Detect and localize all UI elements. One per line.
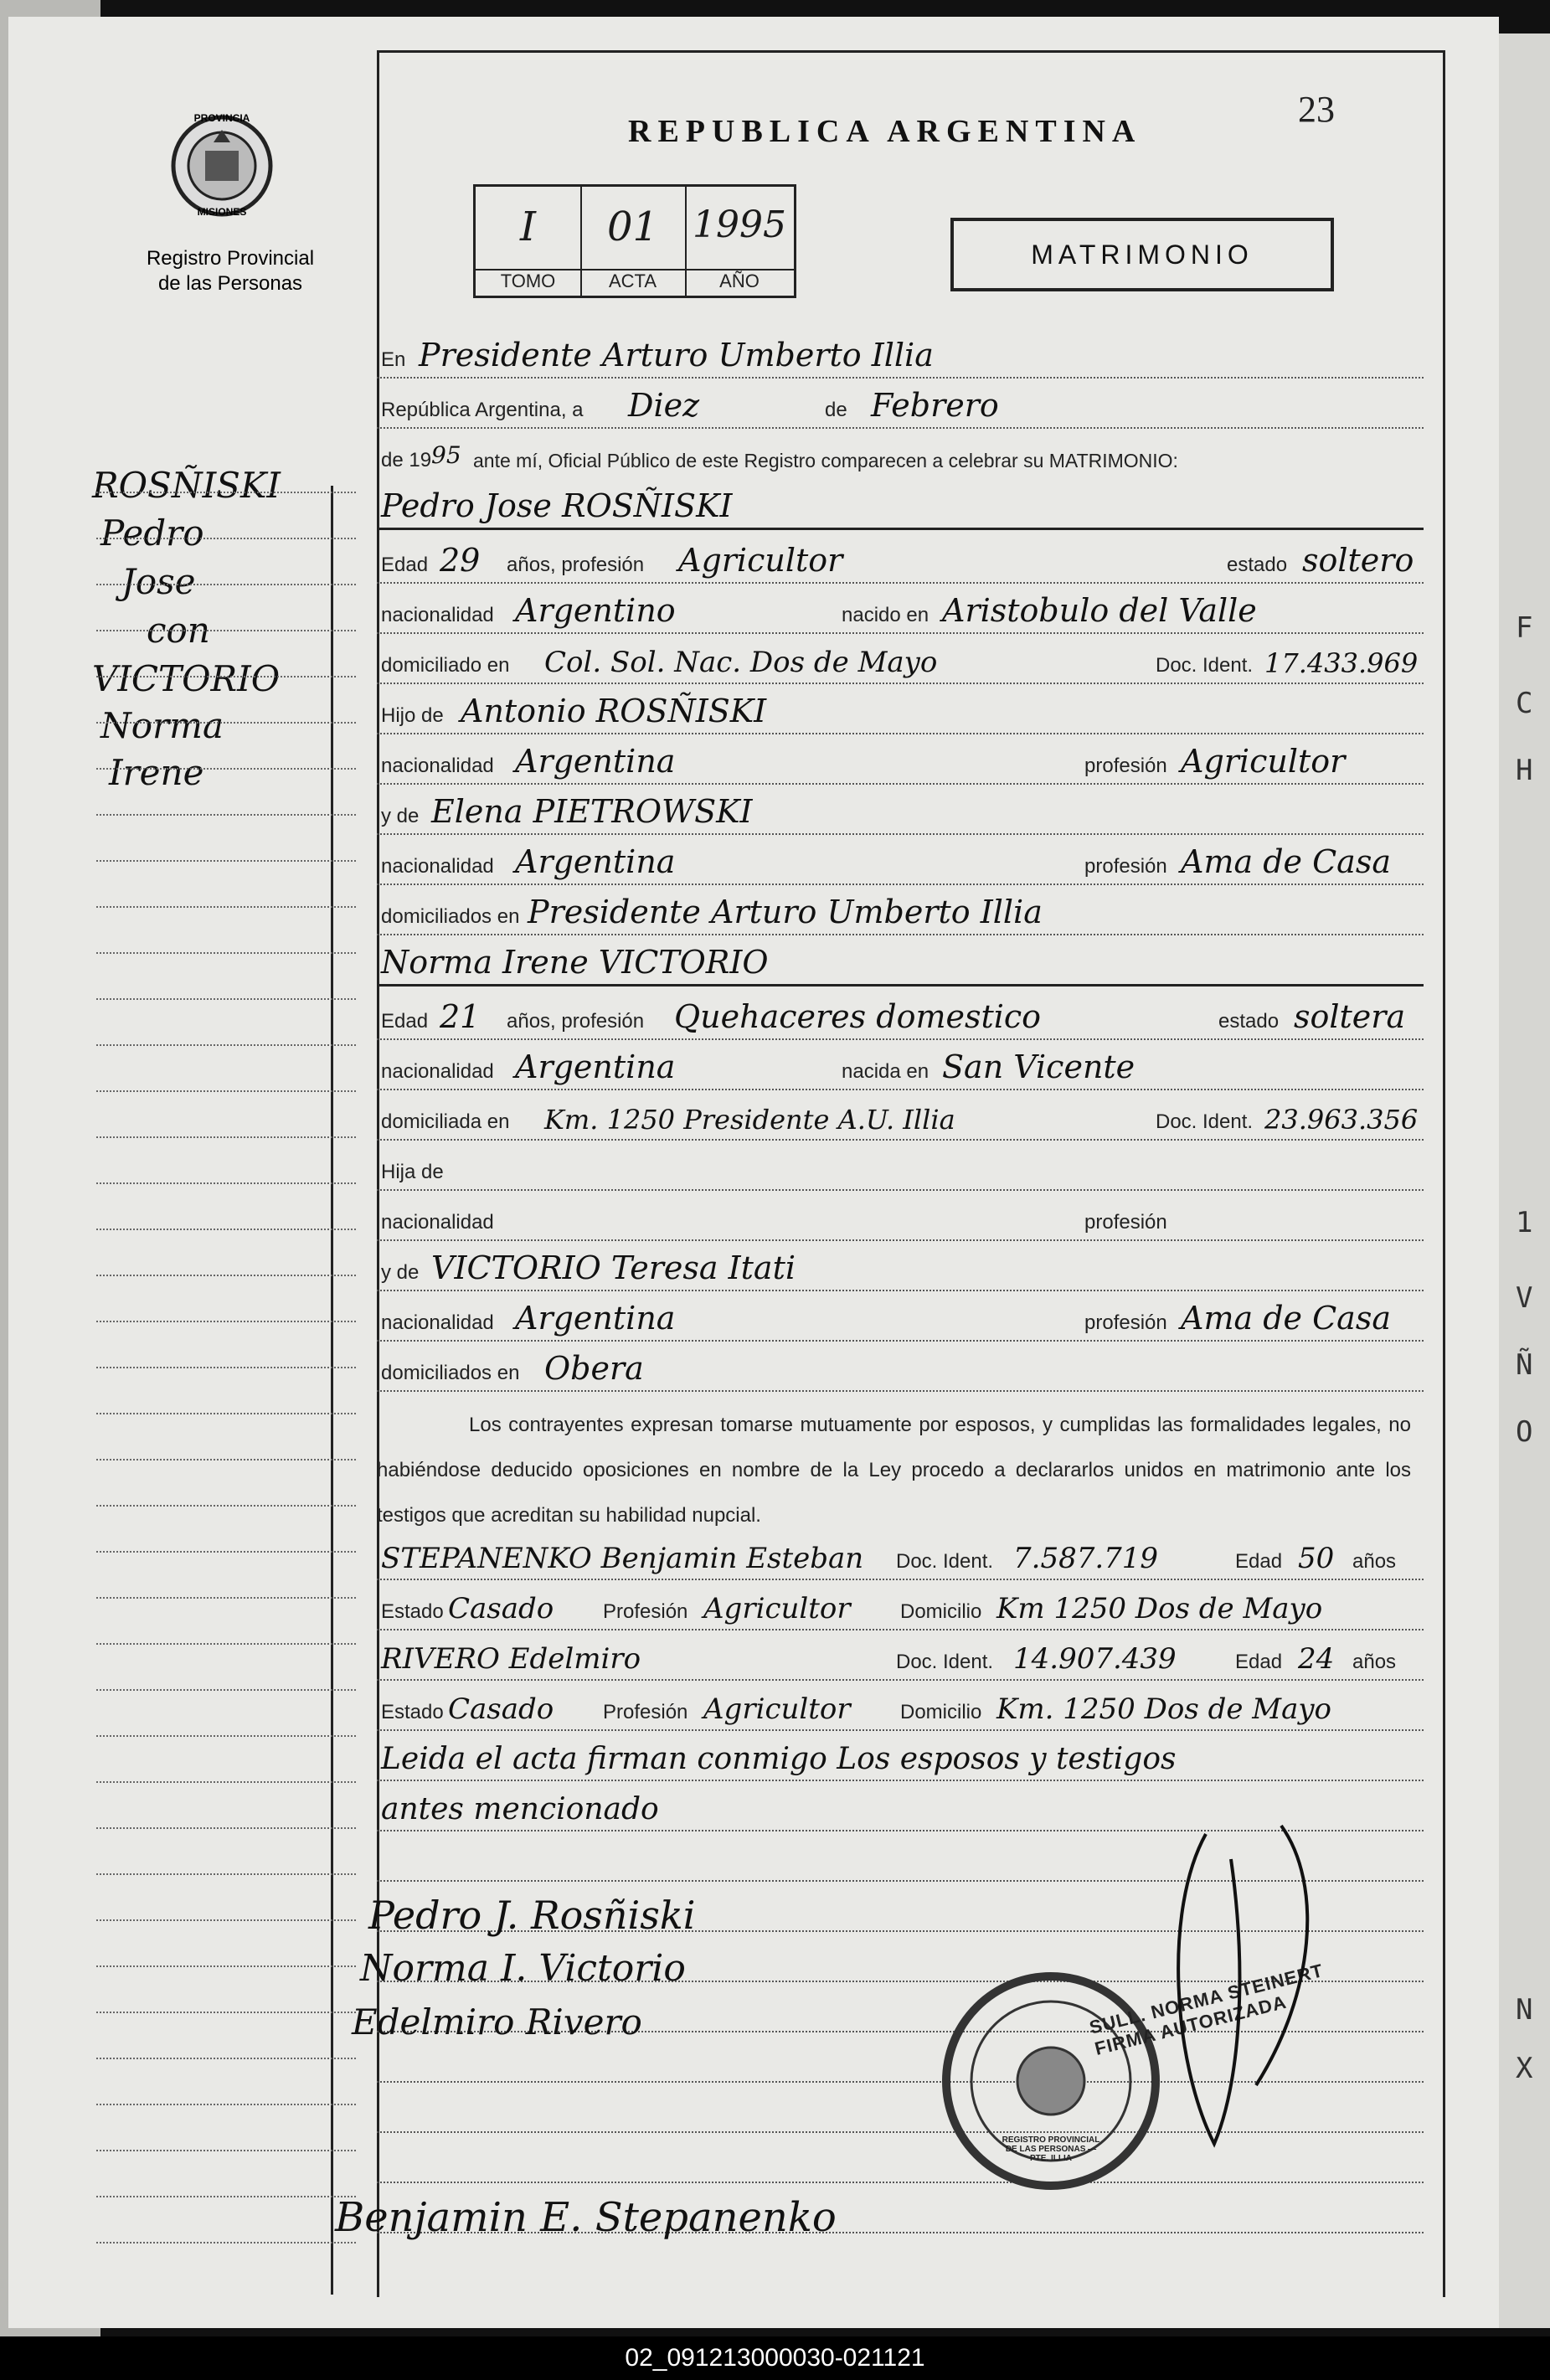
official-stamp: SULL. NORMA STEINERT FIRMA AUTORIZADA <box>1087 1960 1326 2059</box>
row-witness2-b: Estado Casado Profesión Agricultor Domicilio Km. 1250 Dos de Mayo <box>377 1679 1424 1731</box>
margin-ruled-line <box>96 904 356 908</box>
margin-ruled-line <box>96 536 356 539</box>
bride-birthplace: San Vicente <box>942 1048 1135 1085</box>
margin-ruled-line <box>96 720 356 724</box>
country-title: REPUBLICA ARGENTINA <box>628 114 1142 149</box>
margin-ruled-line <box>96 1964 356 1967</box>
groom-mother-nationality: Argentina <box>515 843 676 880</box>
margin-ruled-line <box>96 2194 356 2197</box>
margin-name: Irene <box>109 752 204 793</box>
row-groom-name <box>377 477 1424 530</box>
bride-age: 21 <box>440 998 481 1035</box>
year-value: 95 <box>431 441 461 469</box>
row-groom-mother <box>377 783 1424 835</box>
margin-name: Pedro <box>100 513 204 554</box>
margin-name: ROSÑISKI <box>92 465 281 506</box>
row-date <box>377 377 1424 429</box>
witness2-name: RIVERO Edelmiro <box>381 1642 641 1676</box>
seal-bottom-text: MISIONES <box>197 206 247 218</box>
margin-ruled-line <box>96 674 356 677</box>
margin-ruled-line <box>96 582 356 585</box>
margin-ruled-line <box>96 1457 356 1460</box>
margin-name: Norma <box>100 705 224 746</box>
row-groom-father-nat: nacionalidad Argentina profesión Agricultor <box>377 733 1424 785</box>
margin-ruled-line <box>96 1780 356 1783</box>
row-groom-address <box>377 632 1424 684</box>
margin-ruled-line <box>96 858 356 862</box>
margin-ruled-line <box>96 1918 356 1921</box>
edge-char: C <box>1516 687 1533 720</box>
row-year <box>377 427 1424 477</box>
groom-father-profession: Agricultor <box>1181 743 1346 780</box>
row-bride-age: Edad 21 años, profesión Quehaceres domestico estado soltera <box>377 988 1424 1040</box>
closing-line1: Leida el acta firman conmigo Los esposos y testigos <box>381 1742 1177 1776</box>
witness2-profession: Agricultor <box>703 1692 851 1726</box>
groom-nationality: Argentino <box>515 592 676 629</box>
row-bride-father-nat: nacionalidad profesión <box>377 1189 1424 1241</box>
edge-char: N <box>1516 1993 1533 2027</box>
witness1-name: STEPANENKO Benjamin Esteban <box>381 1542 864 1575</box>
ano-value: 1995 <box>693 203 786 246</box>
margin-ruled-line <box>96 997 356 1000</box>
row-place <box>377 327 1424 379</box>
edge-char: O <box>1516 1415 1533 1449</box>
label-hijo: Hijo de <box>381 704 444 727</box>
groom-birthplace: Aristobulo del Valle <box>942 592 1257 629</box>
margin-ruled-line <box>96 1733 356 1737</box>
signature-ruled-line <box>377 2182 1424 2183</box>
label-nacionalidad: nacionalidad <box>381 604 494 626</box>
margin-ruled-line <box>96 1089 356 1092</box>
tomo-acta-box <box>473 184 796 298</box>
label-w1-estado: Estado <box>381 1600 444 1623</box>
signature-witness1: Benjamin E. Stepanenko <box>335 2194 837 2241</box>
edge-char: X <box>1516 2052 1533 2085</box>
ano-label: AÑO <box>685 269 794 292</box>
label-w1-anios: años <box>1352 1550 1397 1573</box>
label-w1-edad: Edad <box>1235 1550 1283 1573</box>
groom-mother: Elena PIETROWSKI <box>431 793 753 830</box>
margin-ruled-line <box>96 2010 356 2013</box>
groom-profession: Agricultor <box>678 542 843 579</box>
margin-ruled-line <box>96 2240 356 2243</box>
row-groom-parents-address <box>377 883 1424 935</box>
registry-name-line2: de las Personas <box>157 272 303 295</box>
label-w1-prof: Profesión <box>603 1600 688 1623</box>
margin-name: VICTORIO <box>92 658 281 699</box>
label-domiciliada: domiciliada en <box>381 1110 510 1133</box>
row-groom-age: Edad 29 años, profesión Agricultor estado soltero <box>377 532 1424 584</box>
page-number: 23 <box>1298 89 1335 130</box>
margin-ruled-line <box>96 1319 356 1322</box>
bride-doc: 23.963.356 <box>1264 1104 1419 1136</box>
bride-mother-profession: Ama de Casa <box>1181 1300 1391 1337</box>
seal-top-text: PROVINCIA <box>193 112 250 124</box>
label-de: de <box>825 399 847 421</box>
edge-char: F <box>1516 611 1533 645</box>
label-estado: estado <box>1227 554 1288 576</box>
place-value: Presidente Arturo Umberto Illia <box>419 337 934 373</box>
margin-name: Jose <box>121 561 196 602</box>
margin-ruled-line <box>96 2056 356 2059</box>
bride-address: Km. 1250 Presidente A.U. Illia <box>544 1104 955 1136</box>
witness2-status: Casado <box>448 1692 554 1726</box>
month-value: Febrero <box>871 387 999 424</box>
margin-ruled-line <box>96 490 356 493</box>
row-groom-nationality <box>377 582 1424 634</box>
label-profesion: profesión <box>1084 755 1167 777</box>
groom-status: soltero <box>1302 542 1414 579</box>
margin-ruled-line <box>96 1365 356 1368</box>
signature-groom: Pedro J. Rosñiski <box>368 1893 696 1938</box>
row-bride-name <box>377 934 1424 987</box>
margin-name: con <box>147 610 210 651</box>
margin-ruled-line <box>96 1273 356 1276</box>
margin-ruled-line <box>96 1549 356 1553</box>
witness1-age: 50 <box>1298 1542 1335 1575</box>
closing-line2: antes mencionado <box>381 1792 659 1826</box>
groom-name: Pedro Jose ROSÑISKI <box>381 487 733 524</box>
round-seal <box>938 1968 1164 2194</box>
margin-divider <box>331 486 333 2295</box>
bride-mother: VICTORIO Teresa Itati <box>431 1249 796 1286</box>
bride-nationality: Argentina <box>515 1048 676 1085</box>
witness2-doc: 14.907.439 <box>1013 1642 1177 1676</box>
row-witness1 <box>377 1528 1424 1580</box>
round-seal-text: REGISTRO PROVINCIAL DE LAS PERSONAS — PTE. ILLIA <box>1002 2135 1100 2163</box>
margin-ruled-line <box>96 812 356 816</box>
label-anios: años, profesión <box>507 554 645 576</box>
next-page-edge <box>1499 33 1550 2328</box>
witness1-status: Casado <box>448 1592 554 1625</box>
province-seal <box>167 109 276 226</box>
witness2-address: Km. 1250 Dos de Mayo <box>996 1692 1332 1726</box>
groom-age: 29 <box>440 542 481 579</box>
margin-ruled-line <box>96 1503 356 1507</box>
row-closing-1 <box>377 1729 1424 1781</box>
label-nacida: nacida en <box>842 1060 929 1083</box>
margin-ruled-line <box>96 1826 356 1829</box>
witness1-address: Km 1250 Dos de Mayo <box>996 1592 1323 1625</box>
bride-status: soltera <box>1294 998 1406 1035</box>
edge-char: 1 <box>1516 1206 1533 1239</box>
declaration-text: Los contrayentes expresan tomarse mutuamente por esposos, y cumplidas las formalidades legales, no habiéndose deducido oposiciones en nombre de la Ley procedo a declararlos unidos en matrimonio ante los testigos que acreditan su habilidad nupcial. <box>377 1414 1411 1527</box>
bride-profession: Quehaceres domestico <box>674 998 1042 1035</box>
label-year-prefix: de 19 <box>381 449 432 471</box>
label-yde: y de <box>381 805 420 827</box>
groom-father: Antonio ROSÑISKI <box>461 693 767 729</box>
margin-ruled-line <box>96 2102 356 2105</box>
margin-ruled-line <box>96 628 356 631</box>
label-domiciliado: domiciliado en <box>381 654 510 677</box>
margin-ruled-line <box>96 1411 356 1414</box>
edge-char: V <box>1516 1281 1533 1315</box>
label-doc: Doc. Ident. <box>1156 654 1254 677</box>
register-page <box>8 17 1499 2328</box>
groom-address: Col. Sol. Nac. Dos de Mayo <box>544 646 938 679</box>
label-domiciliados: domiciliados en <box>381 905 520 928</box>
row-bride-nationality: nacionalidad Argentina nacida en San Vicente <box>377 1038 1424 1090</box>
row-bride-address: domiciliada en Km. 1250 Presidente A.U. Illia Doc. Ident. 23.963.356 <box>377 1089 1424 1141</box>
official-signature-scribble <box>1156 1809 1357 2161</box>
margin-ruled-line <box>96 2148 356 2151</box>
label-w1-dom: Domicilio <box>900 1600 982 1623</box>
row-witness1-b <box>377 1579 1424 1630</box>
row-groom-father <box>377 683 1424 734</box>
row-groom-mother-nat: nacionalidad Argentina profesión Ama de Casa <box>377 833 1424 885</box>
row-witness2: RIVERO Edelmiro Doc. Ident. 14.907.439 Edad 24 años <box>377 1629 1424 1681</box>
bride-mother-nationality: Argentina <box>515 1300 676 1337</box>
row-bride-father <box>377 1139 1424 1191</box>
margin-ruled-line <box>96 1227 356 1230</box>
label-nacido: nacido en <box>842 604 929 626</box>
margin-ruled-line <box>96 766 356 770</box>
margin-ruled-line <box>96 1872 356 1875</box>
margin-ruled-line <box>96 1181 356 1184</box>
tomo-label: TOMO <box>476 269 580 292</box>
day-value: Diez <box>628 387 700 424</box>
signature-bride: Norma I. Victorio <box>360 1947 686 1990</box>
bride-name: Norma Irene VICTORIO <box>381 944 769 981</box>
signature-witness2: Edelmiro Rivero <box>352 2001 642 2043</box>
bride-parents-address: Obera <box>544 1350 644 1387</box>
doc-type-box: MATRIMONIO <box>950 218 1334 291</box>
acta-label: ACTA <box>580 269 685 292</box>
margin-ruled-line <box>96 1135 356 1138</box>
row-bride-parents-address: domiciliados en Obera <box>377 1340 1424 1392</box>
label-en: En <box>381 348 406 371</box>
witness1-doc: 7.587.719 <box>1013 1542 1159 1575</box>
witness2-age: 24 <box>1298 1642 1335 1676</box>
label-hija: Hija de <box>381 1161 444 1183</box>
groom-father-nationality: Argentina <box>515 743 676 780</box>
label-w1-doc: Doc. Ident. <box>896 1550 994 1573</box>
margin-ruled-line <box>96 1595 356 1599</box>
acta-value: 01 <box>606 203 659 250</box>
groom-doc: 17.433.969 <box>1264 647 1419 679</box>
groom-mother-profession: Ama de Casa <box>1181 843 1391 880</box>
margin-ruled-line <box>96 1641 356 1645</box>
edge-char: H <box>1516 754 1533 787</box>
row-bride-mother: y de VICTORIO Teresa Itati <box>377 1239 1424 1291</box>
margin-ruled-line <box>96 1687 356 1691</box>
intro-text: ante mí, Oficial Público de este Registro comparecen a celebrar su MATRIMONIO: <box>473 450 1178 471</box>
label-republica: República Argentina, a <box>381 399 584 421</box>
witness1-profession: Agricultor <box>703 1592 851 1625</box>
margin-ruled-line <box>96 950 356 954</box>
groom-parents-address: Presidente Arturo Umberto Illia <box>528 894 1043 930</box>
row-bride-mother-nat: nacionalidad Argentina profesión Ama de Casa <box>377 1290 1424 1342</box>
footer-code: 02_091213000030-021121 <box>0 2336 1550 2380</box>
registry-name-line1: Registro Provincial <box>146 247 315 270</box>
margin-ruled-line <box>96 1043 356 1046</box>
tomo-value: I <box>520 203 536 250</box>
edge-char: Ñ <box>1516 1348 1533 1382</box>
